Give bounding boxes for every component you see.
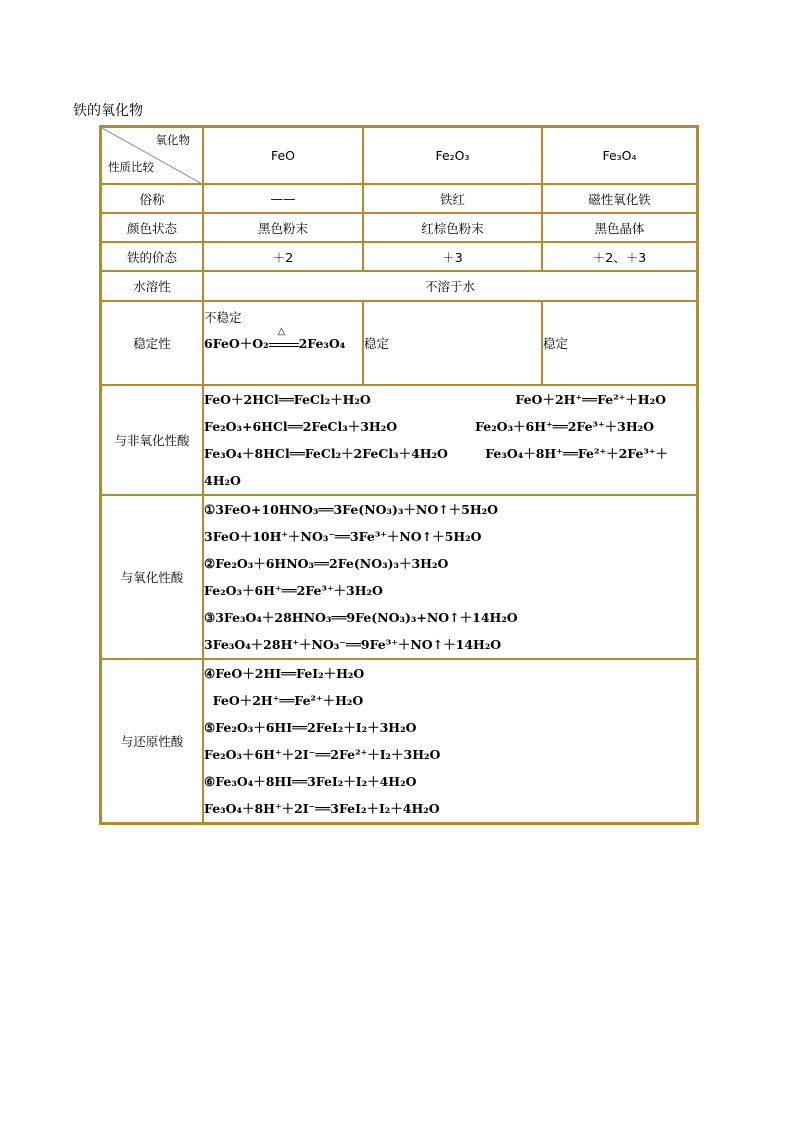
- cell-value: 黑色晶体: [542, 213, 697, 242]
- equation: ④FeO＋2HI══FeI₂＋H₂O: [204, 666, 365, 681]
- cell-value: ＋2、＋3: [542, 242, 697, 271]
- row-label: 与还原性酸: [101, 659, 203, 823]
- equations-cell: [203, 385, 697, 495]
- row-stability: [101, 301, 697, 385]
- equation: Fe₃O₄＋8HCl══FeCl₂＋2FeCl₃＋4H₂O: [204, 446, 448, 461]
- diag-top-label: 氧化物: [155, 133, 190, 147]
- equation: [204, 326, 362, 352]
- equation-pair: [204, 413, 696, 440]
- cell-value: 稳定: [542, 301, 697, 385]
- row-label: 稳定性: [101, 301, 203, 385]
- ionic-equation: Fe₂O₃＋6H⁺＋2I⁻══2Fe²⁺＋I₂＋3H₂O: [204, 747, 441, 762]
- cell-value: 稳定: [363, 301, 542, 385]
- ionic-equation: Fe₂O₃＋6H⁺══2Fe³⁺＋3H₂O: [475, 419, 654, 434]
- ionic-equation: 3FeO＋10H⁺＋NO₃⁻══3Fe³⁺＋NO↑＋5H₂O: [204, 529, 482, 544]
- cell-text: 不稳定: [204, 310, 242, 325]
- page-title: 铁的氧化物: [73, 103, 143, 119]
- heat-condition: △: [277, 326, 286, 337]
- row-label: 俗称: [101, 184, 203, 213]
- equations-cell: [203, 659, 697, 823]
- cell-value: 黑色粉末: [203, 213, 363, 242]
- row-common-name: [101, 184, 697, 213]
- row-label: 颜色状态: [101, 213, 203, 242]
- row-oxidizing-acid: [101, 495, 697, 659]
- heat-arrow: [269, 326, 299, 351]
- equation-right: 2Fe₃O₄: [298, 336, 346, 351]
- diagonal-header-cell: [101, 127, 203, 184]
- cell-value: 不溶于水: [203, 271, 697, 301]
- equation-left: 6FeO＋O₂: [204, 336, 269, 351]
- equation: ⑤Fe₂O₃＋6HI══2FeI₂＋I₂＋3H₂O: [204, 720, 417, 735]
- row-solubility: [101, 271, 697, 301]
- row-label: 水溶性: [101, 271, 203, 301]
- ionic-equation: Fe₃O₄＋8H⁺══Fe²⁺＋2Fe³⁺＋: [485, 446, 668, 461]
- equations-cell: [203, 495, 697, 659]
- equation: ②Fe₂O₃＋6HNO₃══2Fe(NO₃)₃＋3H₂O: [204, 556, 449, 571]
- equation: ③3Fe₃O₄＋28HNO₃══9Fe(NO₃)₃+NO↑＋14H₂O: [204, 610, 518, 625]
- cell-value: 磁性氧化铁: [542, 184, 697, 213]
- iron-oxides-table: [99, 125, 699, 825]
- equation: Fe₂O₃+6HCl══2FeCl₃＋3H₂O: [204, 419, 398, 434]
- ionic-equation: Fe₃O₄＋8H⁺＋2I⁻══3FeI₂＋I₂＋4H₂O: [204, 801, 440, 816]
- equation-continuation: 4H₂O: [204, 473, 241, 488]
- row-color-state: [101, 213, 697, 242]
- equation: ⑥Fe₃O₄＋8HI══3FeI₂＋I₂＋4H₂O: [204, 774, 417, 789]
- cell-value: ＋2: [203, 242, 363, 271]
- equation-pair: [204, 440, 696, 467]
- col-header-fe3o4: Fe₃O₄: [542, 127, 697, 184]
- cell-value: ＋3: [363, 242, 542, 271]
- col-header-feo: FeO: [203, 127, 363, 184]
- cell-value: 铁红: [363, 184, 542, 213]
- ionic-equation: FeO＋2H⁺══Fe²⁺＋H₂O: [204, 693, 364, 708]
- row-reducing-acid: [101, 659, 697, 823]
- equation-pair: [204, 386, 696, 413]
- cell-value: 红棕色粉末: [363, 213, 542, 242]
- row-label: 与氧化性酸: [101, 495, 203, 659]
- row-label: 铁的价态: [101, 242, 203, 271]
- ionic-equation: FeO＋2H⁺══Fe²⁺＋H₂O: [515, 392, 666, 407]
- cell-value: ——: [203, 184, 363, 213]
- equation: FeO＋2HCl══FeCl₂＋H₂O: [204, 392, 371, 407]
- diag-bottom-label: 性质比较: [108, 160, 154, 174]
- equation: ①3FeO+10HNO₃══3Fe(NO₃)₃＋NO↑＋5H₂O: [204, 502, 499, 517]
- row-non-oxidizing-acid: [101, 385, 697, 495]
- ionic-equation: 3Fe₃O₄＋28H⁺＋NO₃⁻══9Fe³⁺＋NO↑＋14H₂O: [204, 637, 502, 652]
- col-header-fe2o3: Fe₂O₃: [363, 127, 542, 184]
- header-row: [101, 127, 697, 184]
- cell-stability-feo: [203, 301, 363, 385]
- ionic-equation: Fe₂O₃＋6H⁺══2Fe³⁺＋3H₂O: [204, 583, 383, 598]
- row-label: 与非氧化性酸: [101, 385, 203, 495]
- row-valence: [101, 242, 697, 271]
